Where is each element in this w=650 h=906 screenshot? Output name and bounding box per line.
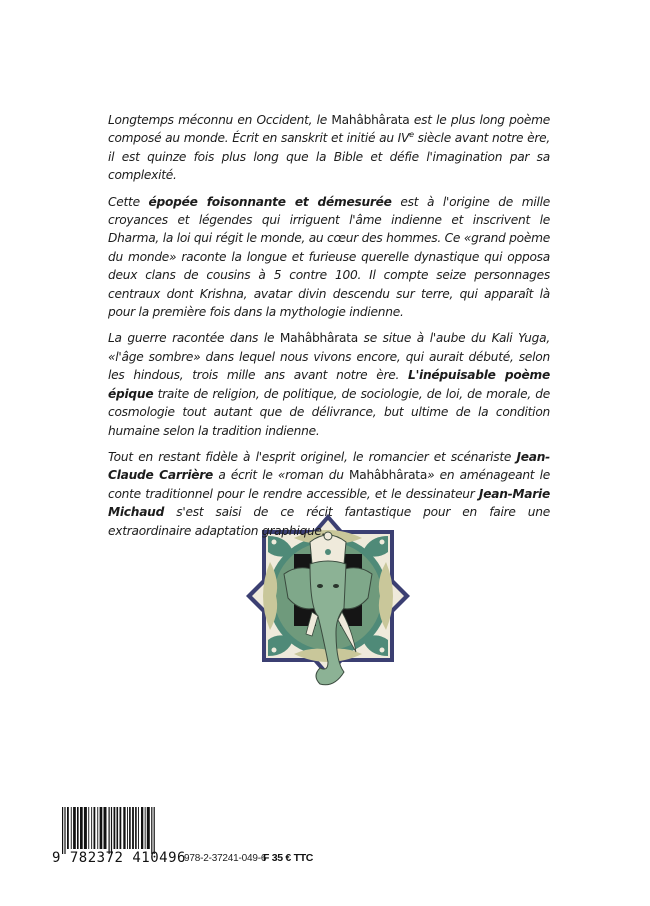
barcode-bar	[120, 807, 122, 849]
barcode-bar	[77, 807, 79, 849]
emphasis-text: épopée foisonnante et démesurée	[148, 194, 392, 209]
blurb-paragraph	[108, 193, 550, 322]
emphasis-text: L'inépuisable poème épique	[108, 368, 550, 401]
blurb-text: Longtemps méconnu en Occident, le	[108, 113, 332, 127]
emphasis-text: Jean-Claude Carrière	[108, 449, 550, 483]
blurb-text: est à l'origine de mille croyances et légendes qui irriguent l'âme indienne et inscrivent le Dharma, la loi qui régit le monde, au cœur des hommes. Ce «grand poème du monde» raconte la longue et furieuse querelle dynastique qui opposa deux clans de cousins à 5 contre 100. Il compte seize personnages centraux dont Krishna, avatar divin descendu sur terre, qui apparaît là pour la première fois dans la mythologie indienne.	[108, 194, 550, 320]
barcode-bar	[127, 807, 128, 849]
barcode-bar	[141, 807, 143, 849]
blurb-text: est le plus long poème composé au monde. Écrit en sanskrit et initié au IV	[108, 113, 550, 146]
title-text: Mahâbhârata	[279, 331, 358, 346]
barcode-bar	[97, 807, 98, 849]
barcode-bar	[129, 807, 131, 849]
blurb-text: siècle avant notre ère, il est quinze fois plus long que la Bible et défie l'imagination par sa complexité.	[108, 131, 550, 183]
barcode-bar	[67, 807, 69, 849]
barcode-bar	[91, 807, 92, 849]
barcode-bar	[147, 807, 150, 849]
title-text: Mahâbhârata	[348, 468, 428, 483]
barcode-bar	[88, 807, 89, 849]
barcode	[60, 807, 172, 854]
barcode-bar	[154, 807, 155, 854]
blurb-text: a écrit le «roman du	[213, 468, 349, 483]
barcode-bar	[104, 807, 107, 849]
blurb-text: se situe à l'aube du Kali Yuga, «l'âge sombre» dans lequel nous vivons encore, qui aurait débuté, selon les hindous, trois mille ans avant notre ère.	[108, 331, 550, 383]
barcode-bar	[71, 807, 72, 849]
price-label: F 35 € TTC	[263, 852, 314, 864]
barcode-bar	[114, 807, 116, 849]
barcode-bar	[123, 807, 125, 849]
barcode-bar	[135, 807, 137, 849]
emphasis-text: Jean-Marie Michaud	[108, 486, 550, 520]
blurb-text: traite de religion, de politique, de sociologie, de loi, de morale, de cosmologie tout autant que de délivrance, but ultime de la condition humaine selon la tradition indienne.	[108, 386, 550, 438]
barcode-bar	[73, 807, 76, 849]
barcode-bar	[111, 807, 112, 854]
barcode-bar	[94, 807, 96, 849]
blurb-text: Cette	[108, 194, 149, 209]
blurb-paragraph	[108, 111, 550, 185]
barcode-bar	[117, 807, 119, 849]
blurb-text: e	[409, 130, 414, 140]
blurb-text: Tout en restant fidèle à l'esprit originel, le romancier et scénariste	[108, 449, 517, 464]
barcode-bar	[64, 807, 65, 854]
back-cover-blurb	[108, 111, 550, 548]
blurb-text: s'est saisi de ce récit fantastique pour en faire une extraordinaire adaptation graphique.	[108, 505, 550, 538]
barcode-bar	[138, 807, 139, 849]
blurb-text: La guerre racontée dans le	[108, 331, 280, 346]
barcode-bar	[80, 807, 83, 849]
barcode-bar	[145, 807, 146, 849]
blurb-paragraph	[108, 448, 550, 540]
barcode-bar	[62, 807, 63, 854]
barcode-digits: 9 782372 410496	[52, 850, 186, 866]
barcode-bar	[132, 807, 134, 849]
title-text: Mahâbhârata	[331, 113, 410, 127]
isbn-label: 978-2-37241-049-6	[184, 853, 267, 864]
barcode-bar	[84, 807, 87, 849]
blurb-paragraph	[108, 329, 550, 439]
barcode-bar	[151, 807, 152, 854]
barcode-bar	[100, 807, 103, 849]
barcode-bar	[109, 807, 110, 854]
blurb-text: » en aménageant le conte traditionnel pour le rendre accessible, et le dessinateur	[108, 468, 550, 501]
